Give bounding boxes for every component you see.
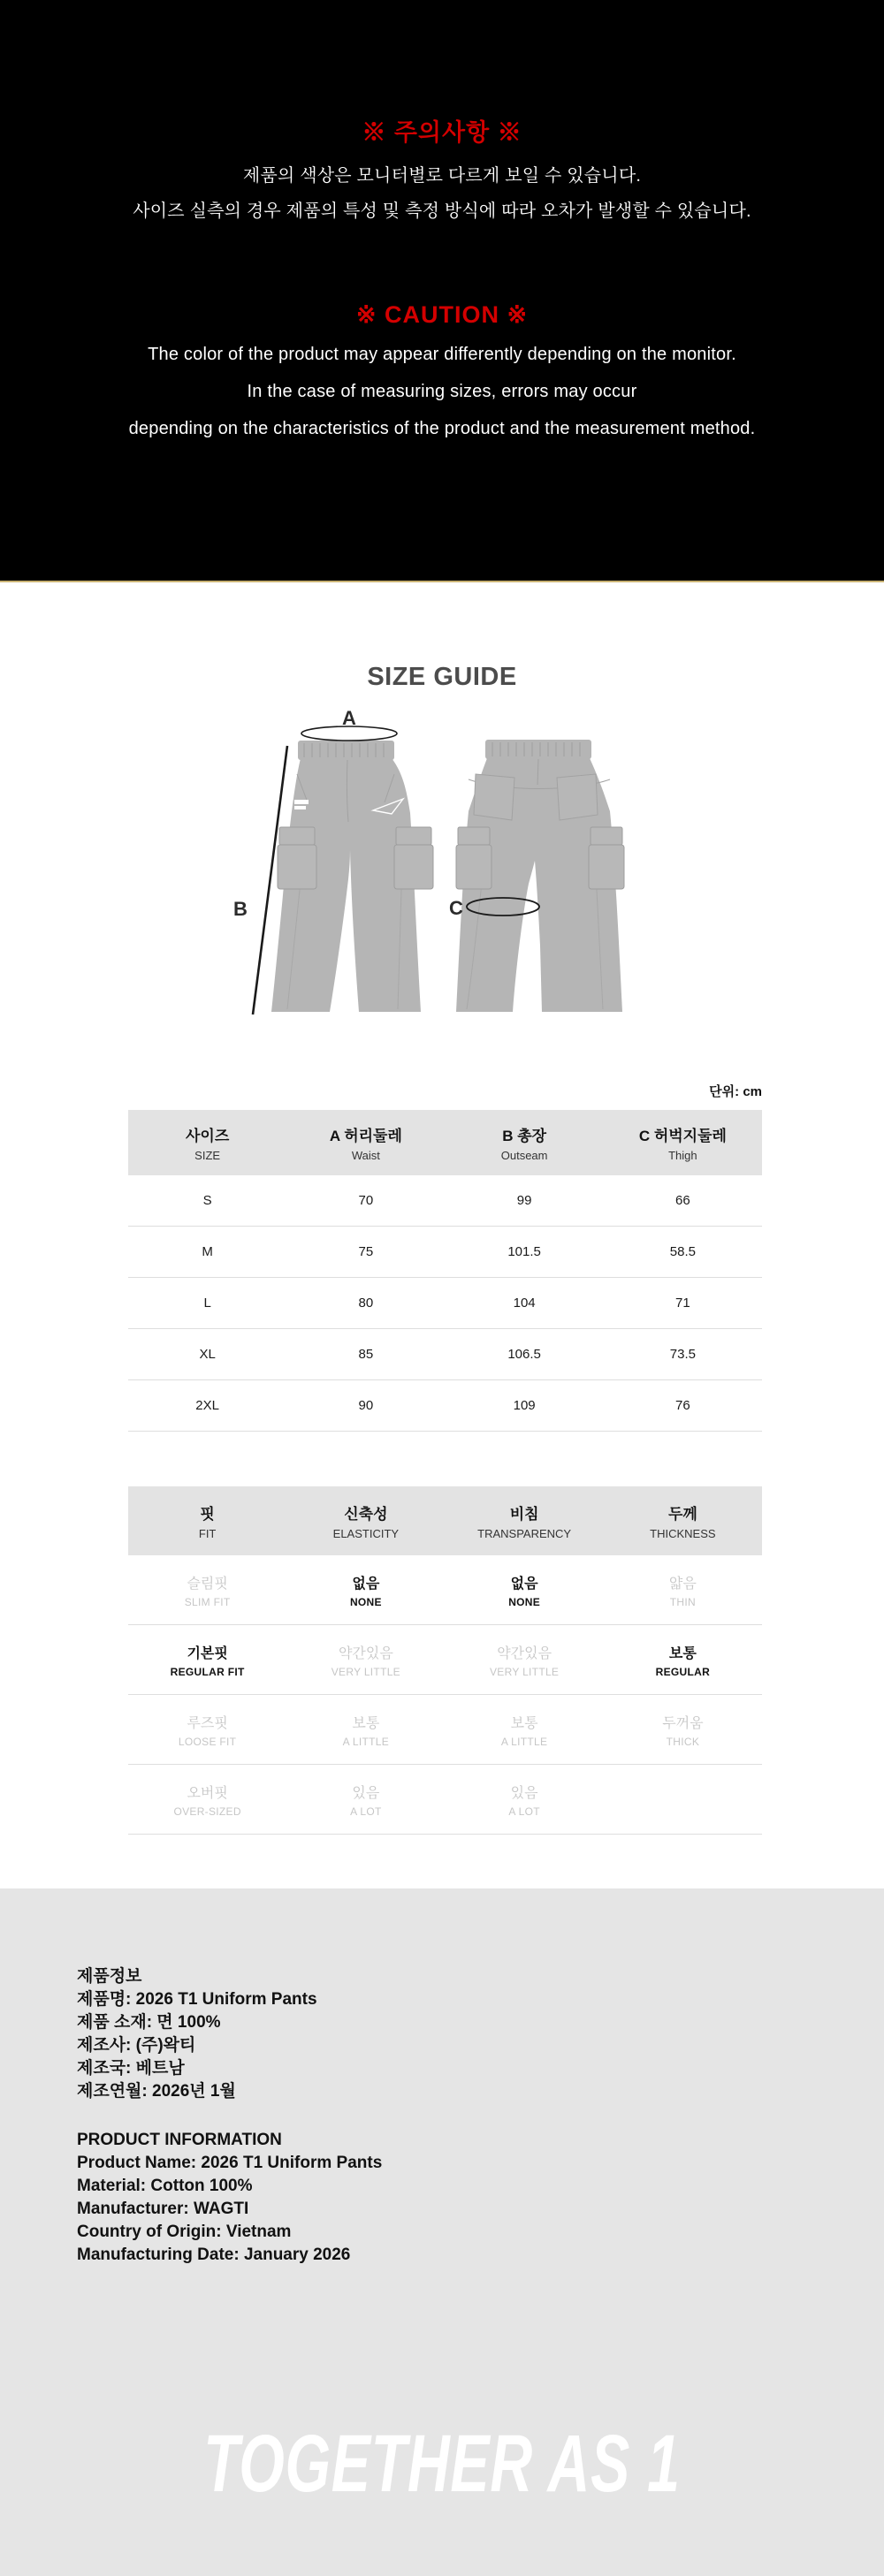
fit-table-empty-cell [604, 1765, 762, 1834]
back-pocket-right [557, 774, 598, 820]
unit-label: 단위: cm [709, 1084, 762, 1099]
label-a: A [342, 707, 356, 729]
size-table-row-xl: XL 85 106.5 73.5 [128, 1329, 762, 1380]
caution-line-en-2: In the case of measuring sizes, errors may occur [247, 382, 637, 401]
size-table-header-waist: A 허리둘레 Waist [329, 1128, 402, 1162]
fit-table-header [128, 1486, 762, 1555]
brand-slogan: TOGETHER AS 1 [203, 2419, 681, 2509]
label-b: B [233, 898, 248, 920]
fit-table-header-thickness: 두께 THICKNESS [650, 1506, 716, 1540]
cargo-pocket-back-right [589, 827, 624, 889]
size-table-header-size: 사이즈 SIZE [185, 1128, 230, 1162]
cargo-pocket-front-right [394, 827, 433, 889]
size-table-header-outseam: B 총장 Outseam [500, 1128, 548, 1162]
fit-table-row-1: 슬림핏 SLIM FIT 없음 NONE 없음 NONE 얇음 THIN [128, 1555, 762, 1625]
caution-line-en-1: The color of the product may appear differently depending on the monitor. [148, 345, 736, 364]
size-table-header [128, 1110, 762, 1175]
pants-diagram [203, 698, 681, 1043]
caution-line-en-3: depending on the characteristics of the product and the measurement method. [128, 419, 756, 438]
caution-line-kr-1: 제품의 색상은 모니터별로 다르게 보일 수 있습니다. [242, 166, 642, 186]
back-pocket-left [474, 774, 514, 820]
caution-title-en: ※ CAUTION ※ [355, 301, 529, 328]
cargo-pocket-back-left [456, 827, 492, 889]
fit-table [128, 1486, 762, 1835]
product-info-kr-title: 제품정보 [77, 1967, 142, 1986]
caution-section [0, 0, 884, 581]
label-c: C [449, 897, 463, 919]
cargo-pocket-front-left [278, 827, 316, 889]
fit-table-header-transparency: 비침 TRANSPARENCY [477, 1506, 572, 1540]
fit-table-header-fit: 핏 FIT [198, 1506, 217, 1540]
fit-table-row-4: 오버핏 OVER-SIZED 있음 A LOT 있음 A LOT [128, 1765, 762, 1835]
size-table-row-2xl: 2XL 90 109 76 [128, 1380, 762, 1432]
size-table [128, 1110, 762, 1432]
fit-table-header-elasticity: 신축성 ELASTICITY [332, 1506, 400, 1540]
fit-table-row-3: 루즈핏 LOOSE FIT 보통 A LITTLE 보통 A LITTLE 두꺼움 THICK [128, 1695, 762, 1765]
size-table-row-m: M 75 101.5 58.5 [128, 1227, 762, 1278]
caution-line-kr-2: 사이즈 실측의 경우 제품의 특성 및 측정 방식에 따라 오차가 발생할 수 있습니다. [133, 201, 751, 221]
pants-front-view [271, 741, 433, 1012]
size-guide-title: SIZE GUIDE [367, 663, 517, 691]
fit-table-row-2: 기본핏 REGULAR FIT 약간있음 VERY LITTLE 약간있음 VERY LITTLE 보통 REGULAR [128, 1625, 762, 1695]
product-info-kr: 제품정보 제품명: 2026 T1 Uniform Pants 제품 소재: 면 100% 제조사: (주)왁티 제조국: 베트남 제조연월: 2026년 1월 [77, 1967, 317, 2101]
size-table-row-l: L 80 104 71 [128, 1278, 762, 1329]
size-table-row-s: S 70 99 66 [128, 1175, 762, 1227]
size-table-header-thigh: C 허벅지둘레 Thigh [638, 1128, 727, 1162]
pants-back-view [456, 740, 624, 1012]
product-info-en: PRODUCT INFORMATION Product Name: 2026 T1 Uniform Pants Material: Cotton 100% Manufacturer: WAGTI Country of Origin: Vietnam Manufacturing Date: January 2026 [77, 2131, 383, 2264]
caution-title-kr: ※ 주의사항 ※ [362, 119, 522, 146]
product-info-en-title: PRODUCT INFORMATION [77, 2131, 282, 2149]
gold-divider [0, 581, 884, 582]
